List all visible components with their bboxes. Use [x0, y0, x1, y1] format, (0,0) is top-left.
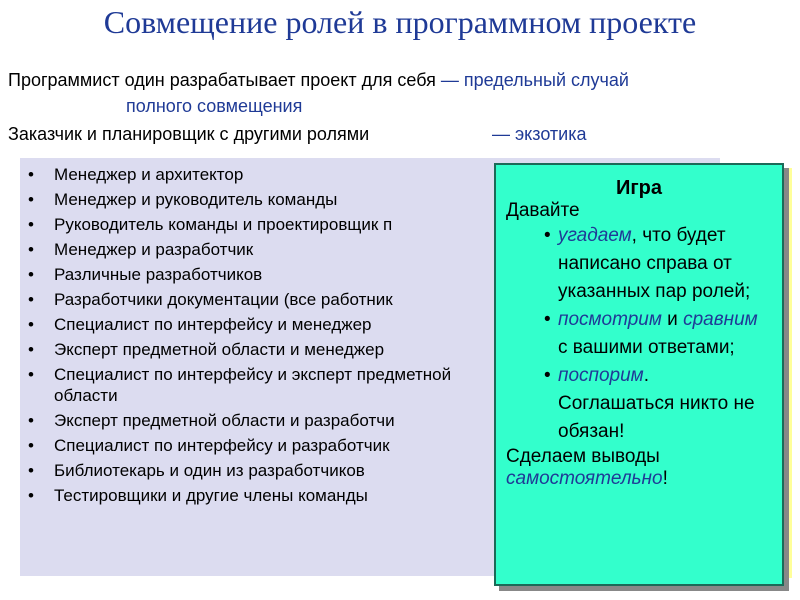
list-item: • Менеджер и разработчик — [54, 239, 514, 260]
intro-dash: — — [440, 70, 459, 90]
list-item: • Разработчики документации (все работник — [54, 289, 514, 310]
slide-title: Совмещение ролей в программном проекте — [103, 4, 697, 40]
list-item: • Специалист по интерфейсу и эксперт предметной области — [54, 364, 454, 406]
game-conclusion-text: Сделаем выводы — [506, 446, 660, 467]
game-item-compare-text: с вашими ответами; — [558, 337, 735, 358]
game-item-argue-emphasis: поспорим — [558, 365, 644, 386]
list-item: • Специалист по интерфейсу и менеджер — [54, 314, 514, 335]
game-item-look-emphasis: посмотрим — [558, 309, 662, 330]
side-accent-bar — [783, 168, 792, 578]
game-item-argue-text: . Соглашаться никто не обязан! — [558, 365, 755, 442]
game-item-and: и — [661, 309, 684, 330]
game-intro: Давайте — [506, 200, 580, 221]
game-item-compare — [558, 306, 766, 362]
game-item-argue — [558, 362, 766, 446]
list-item: • Менеджер и архитектор — [54, 164, 514, 185]
list-item: • Руководитель команды и проектировщик п — [54, 214, 514, 235]
list-item: • Менеджер и руководитель команды — [54, 189, 514, 210]
list-item: • Различные разработчиков — [54, 264, 514, 285]
list-item: • Библиотекарь и один из разработчиков — [54, 460, 514, 481]
game-conclusion-emphasis: самостоятельно — [506, 468, 663, 489]
list-item: • Тестировщики и другие члены команды — [54, 485, 514, 506]
game-conclusion — [506, 446, 782, 490]
game-conclusion-end: ! — [662, 468, 668, 489]
game-callout — [494, 163, 784, 586]
intro-line-1-tail: предельный случай — [463, 70, 629, 90]
game-list — [496, 222, 782, 446]
game-item-guess-emphasis: угадаем — [558, 225, 632, 246]
intro-line-2: полного совмещения — [126, 96, 303, 116]
intro-line-3: Заказчик и планировщик с другими ролями — [8, 124, 370, 144]
list-item: • Эксперт предметной области и менеджер — [54, 339, 514, 360]
intro-line-1 — [8, 70, 629, 91]
intro-line-3-tail: — экзотика — [492, 124, 587, 144]
intro-line-1-text: Программист один разрабатывает проект для себя — [8, 70, 436, 90]
list-item: • Специалист по интерфейсу и разработчик — [54, 435, 514, 456]
game-item-guess-text: , что будет написано справа от указанных пар ролей; — [558, 225, 751, 302]
game-item-guess — [558, 222, 766, 306]
game-item-compare-emphasis: сравним — [683, 309, 758, 330]
game-title: Игра — [615, 177, 663, 199]
list-item: • Эксперт предметной области и разработчи — [54, 410, 514, 431]
